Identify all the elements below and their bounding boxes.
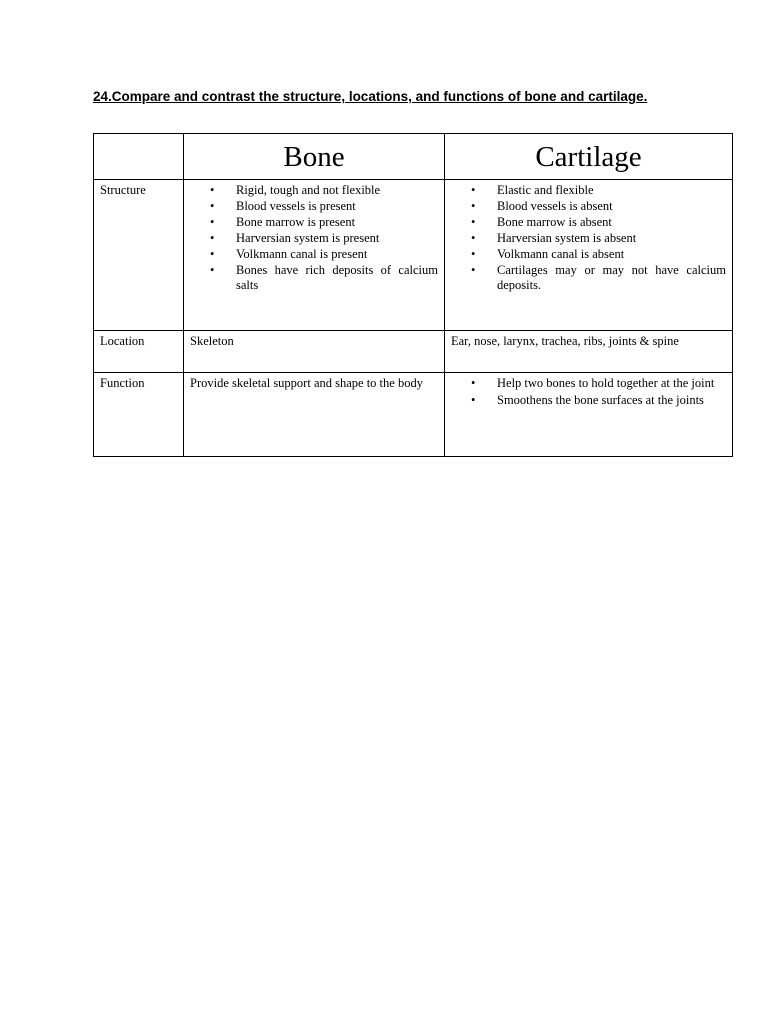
location-bone-text: Skeleton: [190, 334, 234, 348]
list-item: • Cartilages may or may not have calcium deposits.: [471, 263, 726, 293]
list-item: • Help two bones to hold together at the joint: [471, 376, 726, 391]
list-item: • Bone marrow is present: [210, 215, 438, 230]
structure-cartilage-list: [445, 180, 732, 293]
function-cartilage-list: [445, 373, 732, 408]
location-bone-cell: [184, 331, 445, 373]
row-label-location: Location: [94, 331, 184, 373]
comparison-table: [93, 133, 733, 457]
list-item: • Volkmann canal is absent: [471, 247, 726, 262]
structure-cartilage-cell: [445, 180, 733, 331]
header-empty-cell: [94, 134, 184, 180]
list-item: • Harversian system is absent: [471, 231, 726, 246]
location-cartilage-text: Ear, nose, larynx, trachea, ribs, joints & spine: [451, 334, 679, 348]
header-row: [94, 134, 733, 180]
structure-bone-list: [184, 180, 444, 293]
function-cartilage-cell: [445, 373, 733, 457]
table-row-function: [94, 373, 733, 457]
structure-bone-cell: [184, 180, 445, 331]
row-label-function: Function: [94, 373, 184, 457]
table-row-location: [94, 331, 733, 373]
list-item: • Elastic and flexible: [471, 183, 726, 198]
header-cartilage: Cartilage: [445, 134, 733, 180]
location-cartilage-cell: [445, 331, 733, 373]
function-bone-text: Provide skeletal support and shape to the body: [190, 376, 423, 390]
row-label-structure: Structure: [94, 180, 184, 331]
list-item: • Blood vessels is present: [210, 199, 438, 214]
question-heading: 24.Compare and contrast the structure, locations, and functions of bone and cartilage.: [93, 89, 648, 104]
list-item: • Bones have rich deposits of calcium salts: [210, 263, 438, 293]
list-item: • Volkmann canal is present: [210, 247, 438, 262]
list-item: • Harversian system is present: [210, 231, 438, 246]
header-bone: Bone: [184, 134, 445, 180]
list-item: • Smoothens the bone surfaces at the joints: [471, 393, 726, 408]
list-item: • Bone marrow is absent: [471, 215, 726, 230]
list-item: • Blood vessels is absent: [471, 199, 726, 214]
table-row-structure: [94, 180, 733, 331]
list-item: • Rigid, tough and not flexible: [210, 183, 438, 198]
function-bone-cell: [184, 373, 445, 457]
